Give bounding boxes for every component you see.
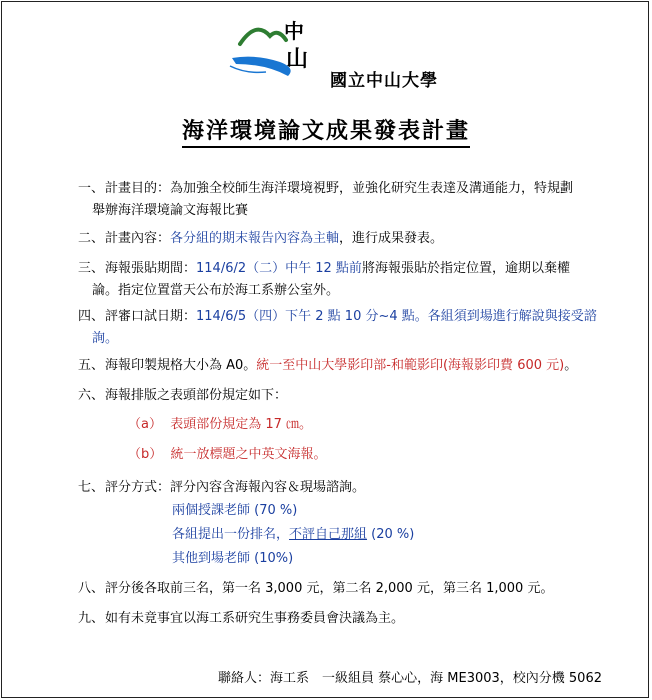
layout-rule-a: （a） 表頭部份規定為 17 ㎝。: [128, 417, 313, 432]
score-other-teachers: 其他到場老師 (10%): [172, 551, 294, 566]
svg-text:中: 中: [284, 19, 304, 43]
item-print-spec: 五、海報印製規格大小為 A0。統一至中山大學影印部-和範影印(海報影印費 600 元)。: [78, 358, 578, 373]
university-logo: [226, 14, 336, 80]
item-purpose: 一、計畫目的：為加強全校師生海洋環境視野，並強化研究生表達及溝通能力，特規劃 舉辦海洋環境論文海報比賽: [78, 181, 574, 218]
university-name: 國立中山大學: [330, 71, 438, 91]
item-posting-period: 三、海報張貼期間：114/6/2（二）中午 12 點前將海報張貼於指定位置，逾期以棄權 論。指定位置當天公布於海工系辦公室外。: [78, 261, 570, 298]
score-peer-ranking: 各組提出一份排名，不評自己那組 (20 %): [172, 527, 415, 542]
contact-info: 聯絡人：海工系 一級組員 蔡心心，海 ME3003，校內分機 5062: [218, 671, 602, 686]
item-scoring: 七、評分方式：評分內容含海報內容＆現場諮詢。: [78, 480, 366, 495]
page-title: 海洋環境論文成果發表計畫: [0, 114, 652, 145]
item-layout-rules: 六、海報排版之表頭部份規定如下：: [78, 388, 288, 403]
item-oral-review-date: 四、評審口試日期：114/6/5（四）下午 2 點 10 分~4 點。各組須到場進行解說與接受諮 詢。: [78, 309, 597, 346]
score-teachers: 兩個授課老師 (70 %): [172, 503, 298, 518]
item-other-matters: 九、如有未竟事宜以海工系研究生事務委員會決議為主。: [78, 611, 405, 626]
svg-text:山: 山: [286, 46, 309, 72]
layout-rule-b: （b） 統一放標題之中英文海報。: [128, 447, 327, 462]
item-prizes: 八、評分後各取前三名，第一名 3,000 元，第二名 2,000 元，第三名 1,000 元。: [78, 581, 554, 596]
item-content: 二、計畫內容：各分組的期末報告內容為主軸，進行成果發表。: [78, 231, 444, 246]
